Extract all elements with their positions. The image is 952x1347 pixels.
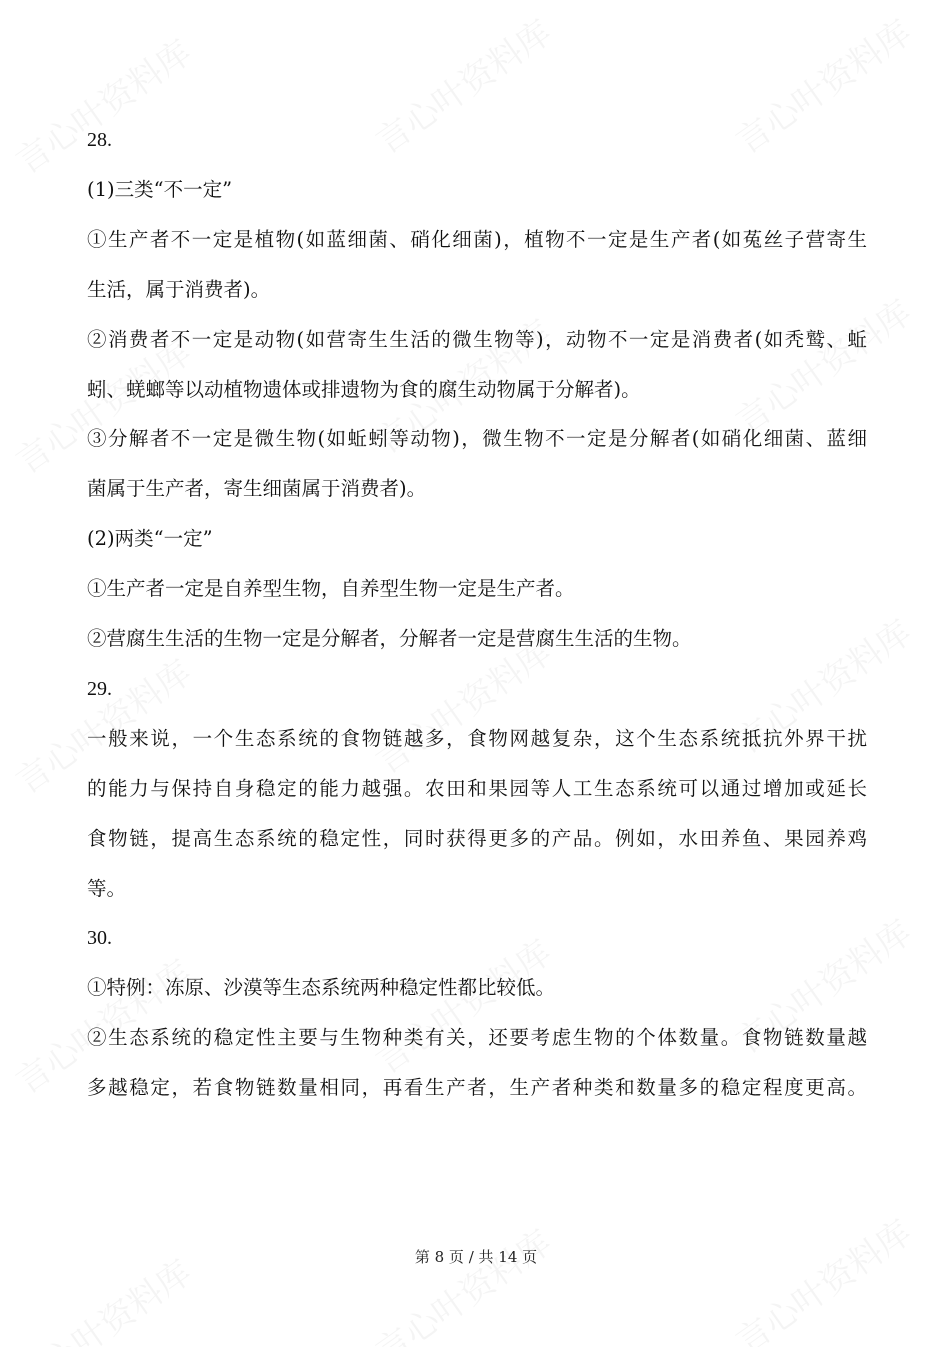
page-footer: 第 8 页 / 共 14 页 — [414, 1248, 538, 1266]
text-line: ②营腐生生活的生物一定是分解者，分解者一定是营腐生生活的生物。 — [87, 627, 692, 650]
text-line: 生活，属于消费者)。 — [87, 277, 271, 301]
text-line: 的能力与保持自身稳定的能力越强。农田和果园等人工生态系统可以通过增加或延长 — [87, 776, 867, 800]
text-line: (2)两类“一定” — [87, 527, 213, 551]
watermark — [4, 26, 199, 183]
watermark — [724, 1206, 919, 1347]
text-line: ①生产者不一定是植物(如蓝细菌、硝化细菌)，植物不一定是生产者(如菟丝子营寄生 — [87, 227, 867, 251]
text-line: ②消费者不一定是动物(如营寄生生活的微生物等)，动物不一定是消费者(如秃鹫、蚯 — [87, 327, 867, 351]
text-line: 等。 — [87, 876, 127, 900]
text-line: ②生态系统的稳定性主要与生物种类有关，还要考虑生物的个体数量。食物链数量越 — [87, 1026, 867, 1050]
question-number: 29. — [87, 677, 112, 700]
text-line: 菌属于生产者，寄生细菌属于消费者)。 — [87, 477, 427, 501]
text-line: 一般来说，一个生态系统的食物链越多，食物网越复杂，这个生态系统抵抗外界干扰 — [87, 726, 867, 750]
text-line: 蚓、蜣螂等以动植物遗体或排遗物为食的腐生动物属于分解者)。 — [87, 377, 641, 401]
text-line: 多越稳定，若食物链数量相同，再看生产者，生产者种类和数量多的稳定程度更高。 — [87, 1076, 867, 1100]
text-line: ③分解者不一定是微生物(如蚯蚓等动物)，微生物不一定是分解者(如硝化细菌、蓝细 — [87, 427, 867, 451]
text-line: 食物链，提高生态系统的稳定性，同时获得更多的产品。例如，水田养鱼、果园养鸡 — [87, 826, 867, 850]
question-number: 28. — [87, 129, 112, 151]
text-line: ①生产者一定是自养型生物，自养型生物一定是生产者。 — [87, 577, 575, 601]
text-line: (1)三类“不一定” — [87, 177, 233, 201]
text-line: ①特例：冻原、沙漠等生态系统两种稳定性都比较低。 — [87, 976, 556, 1000]
watermark — [364, 1216, 559, 1347]
watermark — [724, 286, 919, 443]
question-number: 30. — [87, 927, 112, 950]
